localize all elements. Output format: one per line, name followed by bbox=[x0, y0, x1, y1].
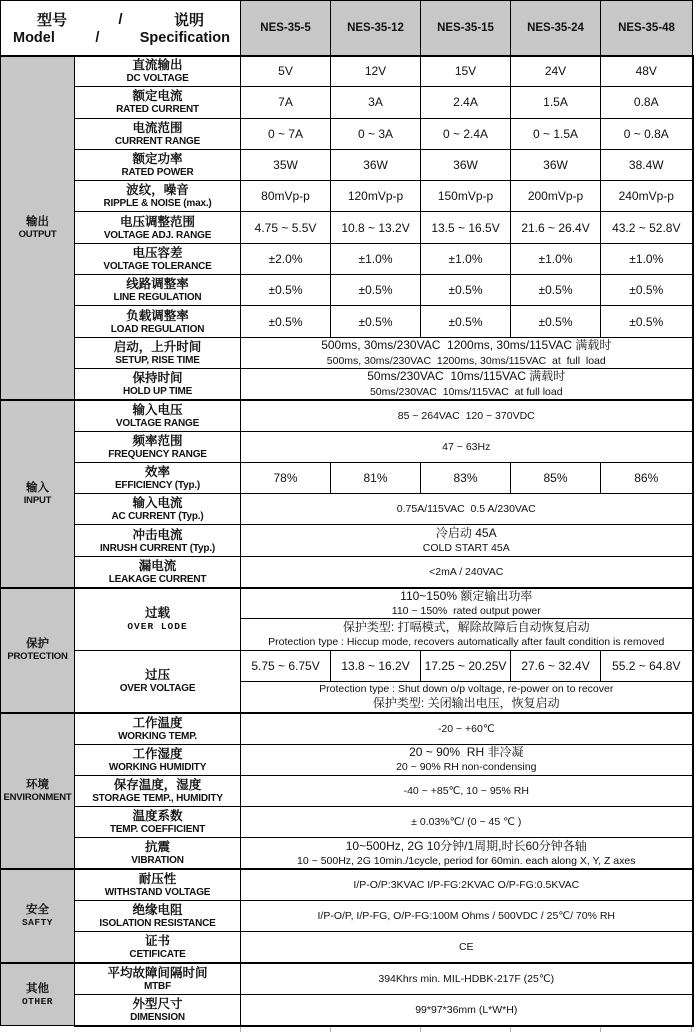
spec-value: 55.2 ~ 64.8V bbox=[601, 650, 693, 681]
spec-value: 0 ~ 3A bbox=[331, 118, 421, 149]
spec-row bbox=[1, 306, 693, 337]
spec-value-line: COLD START 45A bbox=[422, 542, 510, 555]
group-label-zh: 保护 bbox=[26, 638, 49, 651]
row-label-en: LEAKAGE CURRENT bbox=[108, 573, 207, 585]
spec-row bbox=[1, 807, 693, 838]
spec-row-label bbox=[75, 149, 241, 180]
spec-value-span bbox=[241, 588, 693, 619]
row-label-zh: 额定功率 bbox=[132, 152, 183, 167]
spec-row bbox=[1, 149, 693, 180]
spec-value: 10.8 ~ 13.2V bbox=[331, 212, 421, 243]
header-title-en-left: Model bbox=[13, 30, 55, 47]
row-label-zh: 电压容差 bbox=[132, 245, 183, 260]
spec-value-line: -20 ~ +60℃ bbox=[437, 722, 495, 735]
spec-value: 0.8A bbox=[601, 87, 693, 118]
spec-value-line: I/P-O/P, I/P-FG, O/P-FG:100M Ohms / 500VDC / 25℃/ 70% RH bbox=[317, 910, 616, 923]
row-label-zh: 电流范围 bbox=[132, 120, 183, 135]
spec-row bbox=[1, 368, 693, 399]
spec-value-span bbox=[241, 901, 693, 932]
spec-value: ±2.0% bbox=[241, 243, 331, 274]
spec-value-span bbox=[241, 368, 693, 399]
spec-value: 0 ~ 0.8A bbox=[601, 118, 693, 149]
row-label-zh: 保存温度，湿度 bbox=[113, 777, 202, 792]
spec-row bbox=[1, 869, 693, 900]
row-label-zh: 保持时间 bbox=[132, 370, 183, 385]
row-label-en: RATED POWER bbox=[121, 167, 194, 179]
spec-row-label bbox=[75, 588, 241, 651]
spec-value: 83% bbox=[421, 462, 511, 493]
spec-row-label bbox=[75, 337, 241, 368]
header-row bbox=[1, 1, 693, 56]
spec-row-label bbox=[75, 525, 241, 556]
row-label-en: VOLTAGE TOLERANCE bbox=[103, 260, 212, 272]
spec-value-span bbox=[241, 494, 693, 525]
row-label-en: FREQUENCY RANGE bbox=[108, 448, 207, 460]
spec-row-label bbox=[75, 212, 241, 243]
row-label-en: LOAD REGULATION bbox=[110, 323, 205, 335]
column-line-stub bbox=[691, 1027, 692, 1032]
spec-value: 1.5A bbox=[511, 87, 601, 118]
spec-value: 200mVp-p bbox=[511, 181, 601, 212]
group-label-zh: 安全 bbox=[26, 904, 49, 917]
spec-value-span bbox=[241, 556, 693, 587]
spec-row-label bbox=[75, 400, 241, 431]
row-label-en: CURRENT RANGE bbox=[114, 135, 201, 147]
spec-row bbox=[1, 994, 693, 1025]
spec-row bbox=[1, 462, 693, 493]
spec-value: ±0.5% bbox=[421, 306, 511, 337]
spec-row bbox=[1, 56, 693, 87]
spec-row-label bbox=[75, 963, 241, 994]
group-label-en: SAFTY bbox=[21, 917, 53, 929]
spec-value-span bbox=[241, 431, 693, 462]
spec-row bbox=[1, 901, 693, 932]
row-label-en: VOLTAGE ADJ. RANGE bbox=[103, 229, 212, 241]
spec-value: 15V bbox=[421, 56, 511, 87]
column-line-stub bbox=[600, 1027, 601, 1032]
spec-value-line: 110~150% 额定输出功率 bbox=[400, 588, 533, 603]
spec-row-label bbox=[75, 901, 241, 932]
spec-row bbox=[1, 181, 693, 212]
row-label-en: CETIFICATE bbox=[129, 949, 186, 961]
spec-row bbox=[1, 243, 693, 274]
header-title-zh-left: 型号 bbox=[37, 12, 68, 30]
spec-value: 36W bbox=[421, 149, 511, 180]
spec-row bbox=[1, 775, 693, 806]
spec-value: 21.6 ~ 26.4V bbox=[511, 212, 601, 243]
row-label-zh: 证书 bbox=[145, 934, 171, 949]
spec-value-span bbox=[241, 619, 693, 650]
column-line-stub bbox=[240, 1027, 241, 1032]
spec-value: 5.75 ~ 6.75V bbox=[241, 650, 331, 681]
spec-value-line: CE bbox=[458, 941, 474, 954]
spec-row-label bbox=[75, 744, 241, 775]
spec-row bbox=[1, 275, 693, 306]
spec-row-label bbox=[75, 650, 241, 713]
spec-value-line: 10~500Hz, 2G 10分钟/1周期,时长60分钟各轴 bbox=[345, 838, 587, 853]
row-label-en: VOLTAGE RANGE bbox=[115, 417, 200, 429]
spec-value-line: 99*97*36mm (L*W*H) bbox=[415, 1003, 518, 1016]
spec-row-label bbox=[75, 87, 241, 118]
spec-row-label bbox=[75, 994, 241, 1025]
row-label-en: EFFICIENCY (Typ.) bbox=[114, 480, 201, 491]
spec-value-line: 500ms, 30ms/230VAC 1200ms, 30ms/115VAC 满载时 bbox=[321, 338, 612, 353]
spec-row-label bbox=[75, 713, 241, 744]
group-label-zh: 输出 bbox=[26, 215, 49, 228]
spec-value: ±0.5% bbox=[421, 275, 511, 306]
spec-row-label bbox=[75, 838, 241, 869]
column-line-stub bbox=[420, 1027, 421, 1032]
spec-value-span bbox=[241, 932, 693, 963]
spec-row bbox=[1, 713, 693, 744]
group-label-protection bbox=[1, 588, 75, 713]
spec-row-label bbox=[75, 56, 241, 87]
spec-value: ±0.5% bbox=[601, 275, 693, 306]
header-title-en bbox=[1, 30, 240, 48]
spec-value: 78% bbox=[241, 462, 331, 493]
row-label-zh: 温度系数 bbox=[132, 809, 183, 824]
spec-value-span bbox=[241, 681, 693, 712]
spec-value-line: 500ms, 30ms/230VAC 1200ms, 30ms/115VAC at full load bbox=[326, 354, 606, 367]
spec-value-span bbox=[241, 400, 693, 431]
spec-value-line: 85 ~ 264VAC 120 ~ 370VDC bbox=[397, 409, 535, 422]
spec-value-line: 10 ~ 500Hz, 2G 10min./1cycle, period for 60min. each along X, Y, Z axes bbox=[297, 855, 636, 868]
spec-value: 27.6 ~ 32.4V bbox=[511, 650, 601, 681]
row-label-en: DIMENSION bbox=[130, 1011, 185, 1023]
spec-value-span bbox=[241, 337, 693, 368]
spec-value: 35W bbox=[241, 149, 331, 180]
spec-value-line: 20 ~ 90% RH 非冷凝 bbox=[409, 744, 524, 759]
spec-value: 12V bbox=[331, 56, 421, 87]
row-label-en: WITHSTAND VOLTAGE bbox=[104, 887, 211, 899]
spec-value: 120mVp-p bbox=[331, 181, 421, 212]
spec-row-label bbox=[75, 431, 241, 462]
spec-value-span bbox=[241, 963, 693, 994]
row-label-en: OVER VOLTAGE bbox=[119, 683, 196, 695]
spec-value-line: 保护类型: 关闭输出电压，恢复启动 bbox=[372, 696, 560, 711]
spec-value-span bbox=[241, 744, 693, 775]
row-label-zh: 抗震 bbox=[145, 840, 171, 855]
spec-value-span bbox=[241, 807, 693, 838]
spec-value: 36W bbox=[511, 149, 601, 180]
group-label-safty bbox=[1, 869, 75, 963]
spec-row-label bbox=[75, 275, 241, 306]
row-label-zh: 启动，上升时间 bbox=[113, 339, 202, 354]
header-title-en-right: Specification bbox=[139, 30, 231, 47]
spec-row bbox=[1, 744, 693, 775]
spec-row-label bbox=[75, 807, 241, 838]
spec-value: 2.4A bbox=[421, 87, 511, 118]
spec-row-label bbox=[75, 181, 241, 212]
spec-value: 80mVp-p bbox=[241, 181, 331, 212]
row-label-en: WORKING TEMP. bbox=[118, 730, 197, 742]
model-column-header: NES-35-15 bbox=[421, 1, 511, 56]
row-label-zh: 线路调整率 bbox=[126, 277, 189, 292]
spec-value-line: Protection type : Shut down o/p voltage, re-power on to recover bbox=[319, 683, 614, 696]
spec-value-span bbox=[241, 869, 693, 900]
group-label-en: ENVIRONMENT bbox=[3, 791, 72, 803]
header-title-zh-right: 说明 bbox=[174, 12, 205, 30]
group-label-zh: 输入 bbox=[26, 481, 49, 494]
spec-row bbox=[1, 556, 693, 587]
spec-value: ±1.0% bbox=[601, 243, 693, 274]
group-label-en: OUTPUT bbox=[18, 228, 57, 240]
spec-row bbox=[1, 650, 693, 681]
group-label-output bbox=[1, 56, 75, 400]
row-label-zh: 额定电流 bbox=[132, 89, 183, 104]
spec-value-line: <2mA / 240VAC bbox=[429, 565, 504, 578]
spec-row bbox=[1, 963, 693, 994]
row-label-en: VIBRATION bbox=[131, 855, 184, 867]
row-label-zh: 输入电流 bbox=[132, 496, 183, 511]
column-line-stub bbox=[330, 1027, 331, 1032]
spec-value-line: 50ms/230VAC 10ms/115VAC 满载时 bbox=[367, 369, 566, 384]
row-label-en: ISOLATION RESISTANCE bbox=[99, 918, 216, 930]
spec-value: 24V bbox=[511, 56, 601, 87]
row-label-zh: 外型尺寸 bbox=[132, 996, 183, 1011]
group-label-input bbox=[1, 400, 75, 588]
spec-row bbox=[1, 87, 693, 118]
row-label-en: AC CURRENT (Typ.) bbox=[111, 511, 204, 523]
spec-value: 17.25 ~ 20.25V bbox=[421, 650, 511, 681]
spec-row bbox=[1, 400, 693, 431]
row-label-en: TEMP. COEFFICIENT bbox=[109, 824, 206, 836]
spec-row bbox=[1, 932, 693, 963]
spec-row bbox=[1, 431, 693, 462]
group-label-en: PROTECTION bbox=[7, 651, 68, 663]
spec-value: 36W bbox=[331, 149, 421, 180]
spec-value-line: 0.75A/115VAC 0.5 A/230VAC bbox=[396, 503, 536, 516]
spec-value-span bbox=[241, 775, 693, 806]
row-label-zh: 平均故障间隔时间 bbox=[107, 966, 208, 980]
model-column-header: NES-35-48 bbox=[601, 1, 693, 56]
spec-value: 86% bbox=[601, 462, 693, 493]
spec-value-line: I/P-O/P:3KVAC I/P-FG:2KVAC O/P-FG:0.5KVAC bbox=[353, 879, 580, 892]
spec-value: ±0.5% bbox=[331, 275, 421, 306]
row-label-en: DC VOLTAGE bbox=[126, 73, 189, 85]
row-label-en: HOLD UP TIME bbox=[122, 385, 193, 397]
spec-value: ±0.5% bbox=[241, 306, 331, 337]
row-label-zh: 绝缘电阻 bbox=[132, 903, 183, 918]
row-label-zh: 电压调整范围 bbox=[120, 214, 196, 229]
row-label-zh: 工作湿度 bbox=[132, 746, 183, 761]
row-label-zh: 过载 bbox=[145, 606, 171, 621]
spec-value: 48V bbox=[601, 56, 693, 87]
spec-value-line: 20 ~ 90% RH non-condensing bbox=[396, 761, 537, 774]
spec-row bbox=[1, 212, 693, 243]
spec-row bbox=[1, 838, 693, 869]
spec-value: ±1.0% bbox=[421, 243, 511, 274]
group-label-zh: 环境 bbox=[26, 778, 49, 791]
row-label-en: LINE REGULATION bbox=[113, 292, 202, 304]
spec-value-span bbox=[241, 838, 693, 869]
model-spec-header bbox=[1, 1, 241, 56]
spec-value: 240mVp-p bbox=[601, 181, 693, 212]
row-label-zh: 频率范围 bbox=[132, 433, 183, 448]
spec-value: 85% bbox=[511, 462, 601, 493]
row-label-en: RIPPLE & NOISE (max.) bbox=[103, 198, 212, 210]
group-label-en: OTHER bbox=[21, 995, 53, 1007]
spec-value-line: 冷启动 45A bbox=[435, 525, 497, 540]
header-title-slash: / bbox=[118, 11, 123, 29]
spec-value: 0 ~ 1.5A bbox=[511, 118, 601, 149]
spec-value-line: -40 ~ +85℃, 10 ~ 95% RH bbox=[403, 784, 529, 797]
spec-value: ±0.5% bbox=[511, 275, 601, 306]
row-label-en: RATED CURRENT bbox=[116, 104, 199, 116]
spec-value: ±1.0% bbox=[511, 243, 601, 274]
spec-row-label bbox=[75, 118, 241, 149]
spec-value: 13.8 ~ 16.2V bbox=[331, 650, 421, 681]
spec-row bbox=[1, 337, 693, 368]
spec-row-label bbox=[75, 556, 241, 587]
row-label-en: WORKING HUMIDITY bbox=[108, 761, 207, 773]
spec-value: ±0.5% bbox=[511, 306, 601, 337]
spec-value-line: 47 ~ 63Hz bbox=[442, 440, 491, 453]
row-label-en: STORAGE TEMP., HUMIDITY bbox=[92, 792, 223, 804]
spec-value: 0 ~ 2.4A bbox=[421, 118, 511, 149]
spec-row-label bbox=[75, 368, 241, 399]
row-label-zh: 过压 bbox=[145, 668, 171, 683]
spec-value: 3A bbox=[331, 87, 421, 118]
spec-value: 13.5 ~ 16.5V bbox=[421, 212, 511, 243]
spec-value: 0 ~ 7A bbox=[241, 118, 331, 149]
row-label-zh: 耐压性 bbox=[138, 872, 177, 887]
spec-value: 38.4W bbox=[601, 149, 693, 180]
row-label-zh: 输入电压 bbox=[132, 402, 183, 417]
spec-value: 81% bbox=[331, 462, 421, 493]
spec-row-label bbox=[75, 243, 241, 274]
spec-value-line: 394Khrs min. MIL-HDBK-217F (25℃) bbox=[378, 973, 555, 985]
row-label-en: OVER LODE bbox=[127, 621, 188, 633]
spec-row-label bbox=[75, 306, 241, 337]
model-column-header: NES-35-24 bbox=[511, 1, 601, 56]
row-label-zh: 工作温度 bbox=[132, 715, 183, 730]
row-label-zh: 波纹，噪音 bbox=[126, 183, 189, 198]
spec-value: ±1.0% bbox=[331, 243, 421, 274]
row-label-zh: 直流输出 bbox=[132, 58, 183, 73]
spec-value-span bbox=[241, 525, 693, 556]
row-label-en: SETUP, RISE TIME bbox=[115, 354, 200, 366]
group-label-en: INPUT bbox=[23, 494, 52, 506]
group-label-environment bbox=[1, 713, 75, 869]
row-label-en: INRUSH CURRENT (Typ.) bbox=[99, 542, 216, 554]
spec-value: 4.75 ~ 5.5V bbox=[241, 212, 331, 243]
spec-value: 5V bbox=[241, 56, 331, 87]
spec-row-label bbox=[75, 869, 241, 900]
spec-value: ±0.5% bbox=[241, 275, 331, 306]
row-label-zh: 效率 bbox=[145, 465, 171, 479]
spec-row-label bbox=[75, 932, 241, 963]
row-label-zh: 漏电流 bbox=[138, 558, 177, 573]
spec-row bbox=[1, 525, 693, 556]
spec-value-span bbox=[241, 713, 693, 744]
spec-value: 150mVp-p bbox=[421, 181, 511, 212]
spec-row-label bbox=[75, 462, 241, 493]
spec-value-span bbox=[241, 994, 693, 1025]
header-title-slash: / bbox=[95, 30, 100, 47]
spec-value-line: Protection type : Hiccup mode, recovers automatically after fault condition is removed bbox=[268, 636, 665, 649]
spec-value-line: 110 ~ 150% rated output power bbox=[391, 605, 541, 618]
model-column-header: NES-35-5 bbox=[241, 1, 331, 56]
spec-row bbox=[1, 494, 693, 525]
model-column-header: NES-35-12 bbox=[331, 1, 421, 56]
spec-value: 7A bbox=[241, 87, 331, 118]
row-label-en: MTBF bbox=[144, 981, 171, 992]
spec-value: 43.2 ~ 52.8V bbox=[601, 212, 693, 243]
row-label-zh: 负载调整率 bbox=[126, 308, 189, 323]
row-label-zh: 冲击电流 bbox=[132, 527, 183, 542]
spec-row bbox=[1, 588, 693, 619]
spec-row-label bbox=[75, 494, 241, 525]
group-label-other bbox=[1, 963, 75, 1026]
column-line-stub bbox=[510, 1027, 511, 1032]
spec-value-line: 50ms/230VAC 10ms/115VAC at full load bbox=[369, 385, 563, 398]
spec-row bbox=[1, 118, 693, 149]
header-title-zh bbox=[1, 7, 240, 30]
spec-value: ±0.5% bbox=[601, 306, 693, 337]
group-label-zh: 其他 bbox=[26, 982, 49, 995]
spec-value-line: 保护类型: 打嗝模式，解除故障后自动恢复启动 bbox=[342, 619, 590, 634]
spec-value-line: ± 0.03%℃/ (0 ~ 45 ℃ ) bbox=[411, 816, 522, 829]
spec-value: ±0.5% bbox=[331, 306, 421, 337]
spec-row-label bbox=[75, 775, 241, 806]
